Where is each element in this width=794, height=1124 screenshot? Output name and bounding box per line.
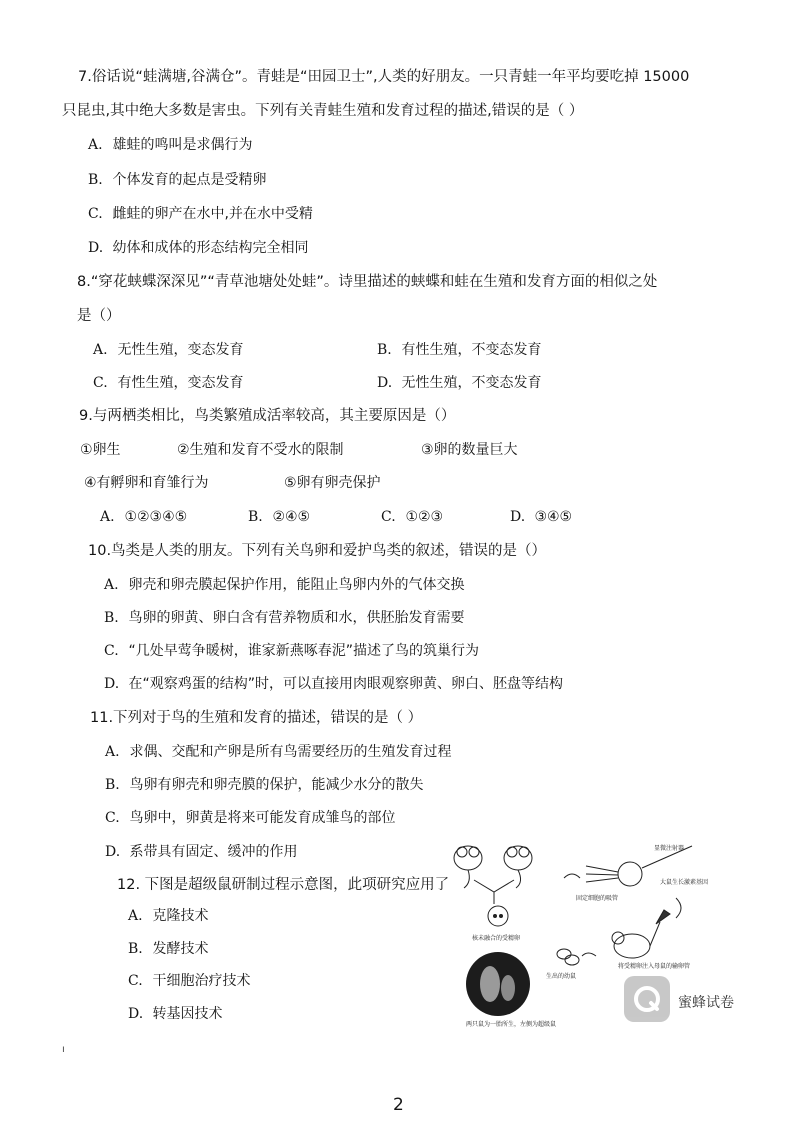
fertilized-egg-icon <box>488 906 508 926</box>
arrow-icon <box>676 898 681 918</box>
q10-option-b: B. 鸟卵的卵黄、卵白含有营养物质和水，供胚胎发育需要 <box>104 610 465 626</box>
parent-mice <box>454 846 532 904</box>
host-mouse <box>612 910 670 958</box>
q12-option-a: A. 克隆技术 <box>128 908 209 924</box>
q12-stem: 12. 下图是超级鼠研制过程示意图，此项研究应用了 <box>117 877 450 893</box>
q12-option-c: C. 干细胞治疗技术 <box>128 973 251 989</box>
q9-option-d: D. ③④⑤ <box>510 509 573 525</box>
pipette-label: 固定细胞的吸管 <box>576 895 619 902</box>
q9-item-3: ③卵的数量巨大 <box>421 442 518 458</box>
q7-stem-line1: 7.俗话说“蛙满塘,谷满仓”。青蛙是“田园卫士”,人类的好朋友。一只青蛙一年平均要吃掉 15000 <box>78 69 690 85</box>
q8-stem-line2: 是（） <box>77 308 121 324</box>
implant-label: 将受精卵注入母鼠的输卵管 <box>618 963 691 970</box>
q10-option-a: A. 卵壳和卵壳膜起保护作用，能阻止鸟卵内外的气体交换 <box>104 577 465 593</box>
result-label: 两只鼠为一胎所生，左侧为超级鼠 <box>466 1021 557 1028</box>
pups-label: 生出的幼鼠 <box>546 973 577 980</box>
q8-option-a: A. 无性生殖，变态发育 <box>93 342 244 358</box>
page-number: 2 <box>393 1095 404 1115</box>
pups <box>557 949 579 965</box>
gene-label: 大鼠生长激素基因 <box>660 879 709 886</box>
q7-option-a: A. 雄蛙的鸣叫是求偶行为 <box>88 137 253 153</box>
q12-option-d: D. 转基因技术 <box>128 1006 223 1022</box>
injector-label: 显微注射器 <box>654 845 685 852</box>
q8-option-d: D. 无性生殖，不变态发育 <box>377 375 542 391</box>
q11-option-c: C. 鸟卵中，卵黄是将来可能发育成雏鸟的部位 <box>105 810 396 826</box>
q7-option-b: B. 个体发育的起点是受精卵 <box>88 172 267 188</box>
q9-option-c: C. ①②③ <box>381 509 444 525</box>
q8-option-b: B. 有性生殖，不变态发育 <box>377 342 542 358</box>
q9-option-a: A. ①②③④⑤ <box>100 509 188 525</box>
q10-option-d: D. 在“观察鸡蛋的结构”时，可以直接用肉眼观察卵黄、卵白、胚盘等结构 <box>104 676 563 692</box>
arrow-icon <box>564 874 580 878</box>
q8-stem-line1: 8.“穿花蛱蝶深深见”“青草池塘处处蛙”。诗里描述的蛱蝶和蛙在生殖和发育方面的相似之处 <box>77 274 658 290</box>
q11-option-d: D. 系带具有固定、缓冲的作用 <box>105 844 298 860</box>
q9-item-2: ②生殖和发育不受水的限制 <box>177 442 344 458</box>
arrow-icon <box>582 953 596 956</box>
fused-egg-label: 核未融合的受精卵 <box>472 935 521 942</box>
q7-option-d: D. 幼体和成体的形态结构完全相同 <box>88 240 309 256</box>
q11-option-b: B. 鸟卵有卵壳和卵壳膜的保护，能减少水分的散失 <box>105 777 424 793</box>
q10-option-c: C. “几处早莺争暖树，谁家新燕啄春泥”描述了鸟的筑巢行为 <box>104 643 479 659</box>
q11-option-a: A. 求偶、交配和产卵是所有鸟需要经历的生殖发育过程 <box>105 744 452 760</box>
q7-stem-line2: 只昆虫,其中绝大多数是害虫。下列有关青蛙生殖和发育过程的描述,错误的是（ ） <box>62 103 584 119</box>
q11-stem: 11.下列对于鸟的生殖和发育的描述，错误的是（ ） <box>90 710 423 726</box>
q9-stem: 9.与两栖类相比，鸟类繁殖成活率较高，其主要原因是（） <box>79 408 456 424</box>
q9-item-5: ⑤卵有卵壳保护 <box>284 475 381 491</box>
q10-stem: 10.鸟类是人类的朋友。下列有关鸟卵和爱护鸟类的叙述，错误的是（） <box>88 543 547 559</box>
q9-option-b: B. ②④⑤ <box>248 509 311 525</box>
watermark-logo-icon <box>624 976 670 1022</box>
q8-option-c: C. 有性生殖，变态发育 <box>93 375 244 391</box>
q7-option-c: C. 雌蛙的卵产在水中,并在水中受精 <box>88 206 313 222</box>
stray-mark: ı <box>62 1044 65 1055</box>
q12-option-b: B. 发酵技术 <box>128 941 209 957</box>
watermark-text: 蜜蜂试卷 <box>678 995 734 1011</box>
q9-item-4: ④有孵卵和育雏行为 <box>84 475 209 491</box>
q9-item-1: ①卵生 <box>80 442 121 458</box>
